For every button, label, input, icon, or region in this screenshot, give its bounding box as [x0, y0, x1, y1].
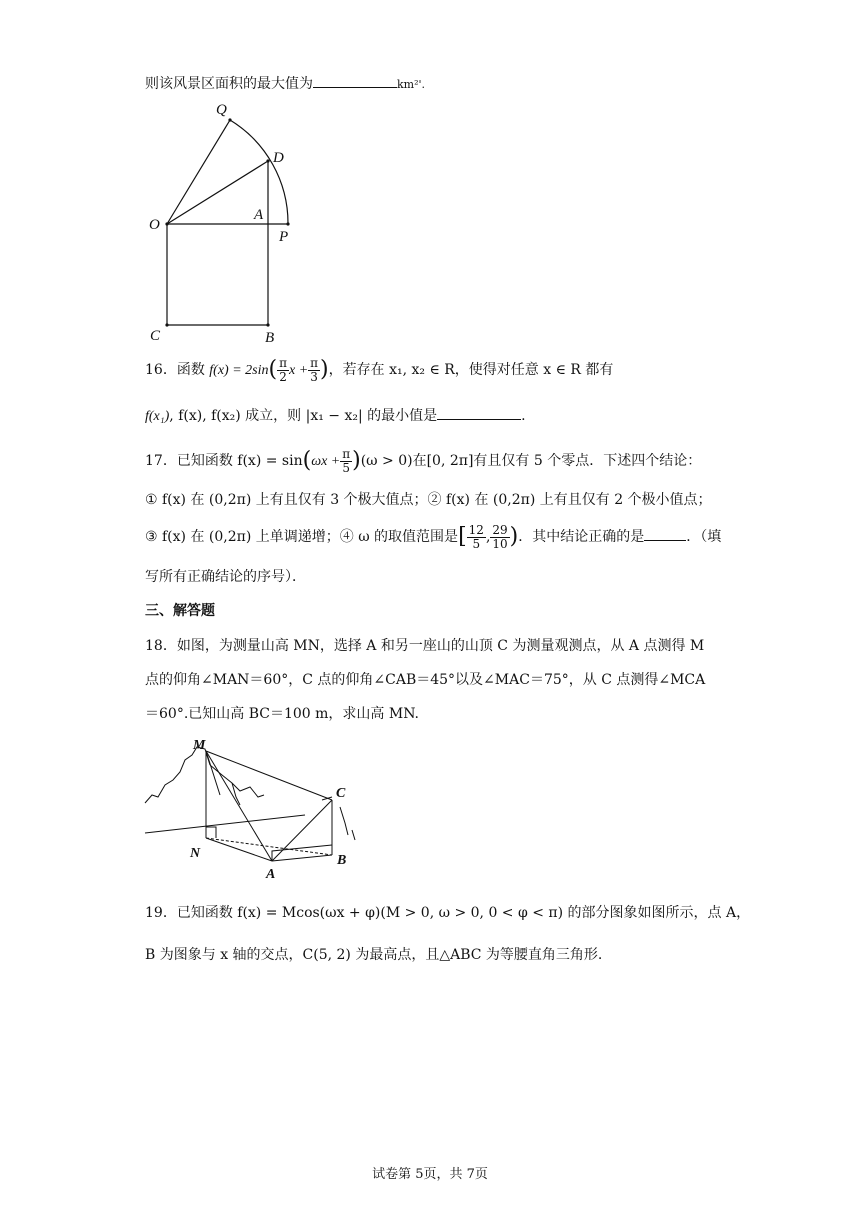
- label-C: C: [150, 328, 161, 344]
- q17-range-frac2: $\frac{29}{10}$: [492, 522, 508, 551]
- label-N: N: [190, 846, 201, 861]
- q17-line4: [145, 567, 306, 587]
- q16-intro: 函数: [176, 362, 205, 378]
- label-C: C: [336, 786, 346, 801]
- segment-MA: [206, 751, 272, 861]
- q18-line2: 点的仰角∠MAN＝60°，C 点的仰角∠CAB＝45°以及∠MAC＝75°，从 C 点测得∠MCA: [145, 672, 706, 688]
- q17-conclusions-12: ① f(x) 在 (0,2π) 上有且仅有 3 个极大值点；② f(x) 在 (0,2π) 上有且仅有 2 个极小值点；: [145, 492, 712, 508]
- q16-condition: ，若存在 x₁, x₂ ∈ R，使得对任意 x ∈ R 都有: [328, 362, 614, 378]
- q17-text-b: (ω > 0)在[0, 2π]有且仅有 5 个零点．下述四个结论：: [360, 453, 702, 469]
- q15-figure: [140, 95, 310, 350]
- q16-line2-text: , f(x), f(x₂) 成立，则 |x₁ − x₂| 的最小值是: [169, 408, 438, 424]
- label-O: O: [149, 217, 160, 233]
- label-M: M: [193, 738, 206, 753]
- label-A: A: [266, 867, 276, 880]
- q19-line2: B 为图象与 x 轴的交点，C(5, 2) 为最高点，且△ABC 为等腰直角三角形.: [145, 947, 603, 963]
- q19-line1: 19．已知函数 f(x) = Mcos(ωx + φ)(M > 0, ω > 0, 0 < φ < π) 的部分图象如图所示，点 A，: [145, 905, 751, 921]
- left-mountain-outline: [145, 747, 210, 803]
- q15-unit: km²'.: [397, 78, 426, 91]
- q17-line3: ③ f(x) 在 (0,2π) 上单调递增；④ ω 的取值范围是[ $\frac{12}{5}$ , $\frac{29}{10}$ )．其中结论正确的是 ．（填: [145, 522, 722, 551]
- q15-answer-blank: [313, 73, 397, 88]
- q17-ask: ．其中结论正确的是: [518, 529, 645, 545]
- segment-OQ: [167, 120, 230, 224]
- label-B: B: [265, 330, 275, 346]
- q16-function: f(x) = 2sin: [209, 363, 269, 378]
- section-3-title: 三、解答题: [145, 603, 215, 619]
- segment-AC: [272, 800, 332, 861]
- page-footer: 试卷第 5页，共 7页: [372, 1167, 488, 1182]
- q17-line1: 17．已知函数 f(x) = sin(ωx + $\frac{\pi}{5}$ )(ω > 0)在[0, 2π]有且仅有 5 个零点．下述四个结论：: [145, 446, 702, 475]
- q16-number: 16．: [145, 362, 177, 378]
- q17-range-frac1: $\frac{12}{5}$: [468, 522, 484, 551]
- q17-text-a: 已知函数 f(x) = sin: [176, 453, 303, 469]
- q18-figure: [140, 735, 365, 880]
- q16-mid: x +: [288, 363, 309, 378]
- q16-line2: f(x₁), f(x), f(x₂) 成立，则 |x₁ − x₂| 的最小值是 .: [145, 405, 526, 427]
- q17-number: 17．: [145, 453, 177, 469]
- label-D: D: [273, 150, 284, 166]
- ground-line: [145, 815, 305, 833]
- q18-line1: 18．如图，为测量山高 MN，选择 A 和另一座山的山顶 C 为测量观测点，从 A 点测得 M: [145, 638, 705, 654]
- q17-frac: $\frac{\pi}{5}$: [342, 446, 351, 475]
- q17-line2: [145, 490, 712, 510]
- label-A: A: [254, 207, 264, 223]
- mountain-ridge: [210, 765, 264, 797]
- segment-NA: [206, 838, 272, 861]
- q18-line3: ＝60°.已知山高 BC＝100 m，求山高 MN.: [145, 706, 420, 722]
- q16-answer-blank: [437, 405, 521, 420]
- q15-text: 则该风景区面积的最大值为: [145, 76, 313, 92]
- segment-OD: [167, 161, 268, 224]
- q16-frac2: $\frac{\pi}{3}$: [310, 355, 319, 384]
- segment-MC: [206, 751, 332, 800]
- q17-tail: 写所有正确结论的序号）．: [145, 569, 306, 585]
- q16-fx1: f(x₁): [145, 409, 170, 424]
- segment-AB: [272, 855, 332, 861]
- q16-frac1: $\frac{\pi}{2}$: [279, 355, 287, 384]
- label-P: P: [279, 229, 289, 245]
- q17-answer-blank: [644, 526, 686, 541]
- q15-line: [145, 73, 425, 95]
- label-B: B: [337, 853, 347, 868]
- label-Q: Q: [216, 102, 227, 118]
- q16-line1: 16．函数 f(x) = 2sin( $\frac{\pi}{2}$ x + $\frac{\pi}{3}$ )，若存在 x₁, x₂ ∈ R，使得对任意 x ∈ R 都有: [145, 355, 614, 384]
- q17-conclusions-34: ③ f(x) 在 (0,2π) 上单调递增；④ ω 的取值范围是: [145, 529, 459, 545]
